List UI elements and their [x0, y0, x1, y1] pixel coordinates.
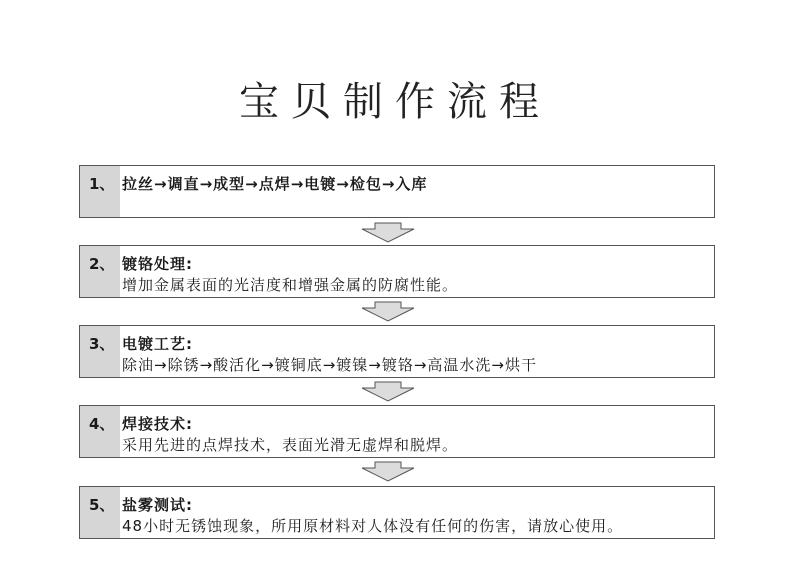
step-title: 拉丝→调直→成型→点焊→电镀→检包→入库: [122, 175, 428, 193]
step-number-cell: [80, 487, 120, 538]
down-arrow-icon: [360, 381, 416, 403]
step-number-cell: [80, 326, 120, 377]
step-description: 增加金属表面的光洁度和增强金属的防腐性能。: [122, 276, 459, 294]
down-arrow-icon: [360, 301, 416, 323]
page-title: 宝贝制作流程: [239, 79, 551, 125]
process-step-3: [79, 325, 715, 378]
step-number-cell: [80, 246, 120, 297]
step-title: 焊接技术:: [122, 415, 193, 433]
step-title: 镀铬处理:: [122, 255, 193, 273]
process-step-1: [79, 165, 715, 218]
step-title: 电镀工艺:: [122, 335, 193, 353]
process-step-4: [79, 405, 715, 458]
step-number: 5、: [89, 496, 115, 514]
process-step-5: [79, 486, 715, 539]
step-number: 3、: [89, 335, 115, 353]
step-description: 48小时无锈蚀现象，所用原材料对人体没有任何的伤害，请放心使用。: [122, 517, 624, 535]
step-number-cell: [80, 166, 120, 217]
process-step-2: [79, 245, 715, 298]
down-arrow-icon: [360, 461, 416, 483]
step-number-cell: [80, 406, 120, 457]
step-number: 4、: [89, 415, 115, 433]
step-title: 盐雾测试:: [122, 496, 193, 514]
step-description: 采用先进的点焊技术，表面光滑无虚焊和脱焊。: [122, 436, 459, 454]
down-arrow-icon: [360, 222, 416, 244]
step-number: 2、: [89, 255, 115, 273]
step-description: 除油→除锈→酸活化→镀铜底→镀镍→镀铬→高温水洗→烘干: [122, 356, 537, 374]
step-number: 1、: [89, 175, 115, 193]
